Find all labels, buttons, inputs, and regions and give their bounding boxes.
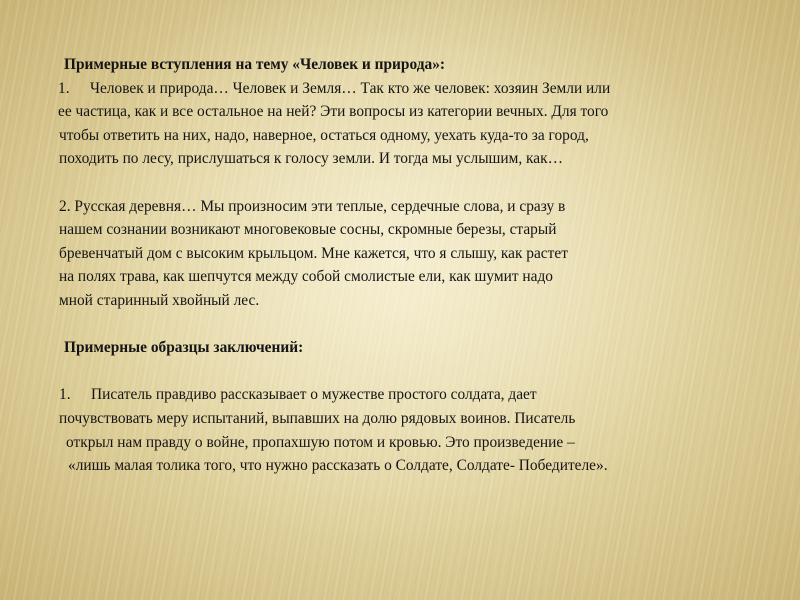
conclusions-item1-line1 [58,383,758,407]
intro-item1-line2: ее частица, как и все остальное на ней? Эти вопросы из категории вечных. Для того [58,103,609,121]
conclusions-heading: Примерные образцы заключений: [64,339,304,357]
slide-text-block [58,53,758,478]
intro-item2-line3: бревенчатый дом с высоким крыльцом. Мне кажется, что я слышу, как растет [59,244,568,262]
spacer [58,360,758,384]
spacer [58,171,758,195]
intro-heading: Примерные вступления на тему «Человек и природа»: [64,56,446,73]
conclusions-item1-number: 1. [59,386,71,404]
intro-item1-number: 1. [58,79,70,97]
conclusions-item1-line4: «лишь малая толика того, что нужно рассказать о Солдате, Солдате- Победителе». [68,457,608,475]
intro-item2-line4: на полях трава, как шепчутся между собой смолистые ели, как шумит надо [59,268,554,286]
intro-item1-line1 [58,77,758,101]
intro-item2-line1: 2. Русская деревня… Мы произносим эти теплые, сердечные слова, и сразу в [59,197,566,215]
conclusions-item1-line2: почувствовать меру испытаний, выпавших на долю рядовых воинов. Писатель [59,409,576,427]
intro-item1-line3: чтобы ответить на них, надо, наверное, остаться одному, уехать куда-то за город, [59,126,589,144]
intro-item2-line2: нашем сознании возникают многовековые сосны, скромные березы, старый [59,221,557,239]
intro-item2-line5: мной старинный хвойный лес. [59,291,260,309]
spacer [58,313,758,337]
conclusions-item1-line1-text: Писатель правдиво рассказывает о мужестве простого солдата, дает [91,386,537,404]
intro-item1-line1-text: Человек и природа… Человек и Земля… Так кто же человек: хозяин Земли или [90,79,611,97]
conclusions-item1-line3: открыл нам правду о войне, пропахшую потом и кровью. Это произведение – [66,433,575,451]
intro-item1-line4: походить по лесу, прислушаться к голосу земли. И тогда мы услышим, как… [59,150,563,168]
